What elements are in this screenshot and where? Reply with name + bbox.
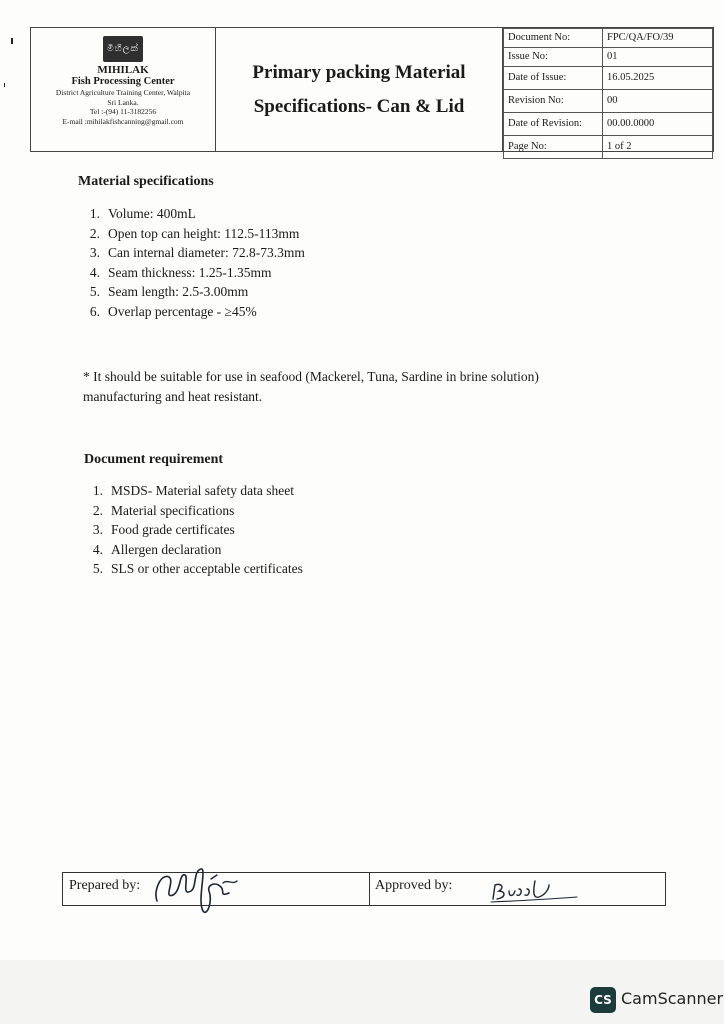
control-label: Issue No: <box>504 48 603 67</box>
control-value: 01 <box>603 48 713 67</box>
list-item <box>78 282 305 302</box>
document-requirement-heading: Document requirement <box>84 452 224 467</box>
list-number: 1. <box>89 206 100 221</box>
control-label: Document No: <box>504 29 603 48</box>
document-title <box>252 56 465 124</box>
list-number: 2. <box>89 225 100 241</box>
list-number: 4. <box>89 264 100 280</box>
scan-speck <box>11 38 13 44</box>
suitability-note <box>83 367 643 407</box>
list-number: 5. <box>89 284 100 299</box>
control-label: Date of Revision: <box>504 113 603 136</box>
list-number: 2. <box>92 502 103 518</box>
note-line: * It should be suitable for use in seafood (Mackerel, Tuna, Sardine in brine solution) <box>83 369 539 384</box>
prepared-by-signature <box>151 861 247 921</box>
list-item <box>81 559 303 579</box>
control-label: Date of Issue: <box>504 67 603 90</box>
organization-subtitle: Fish Processing Center <box>71 76 175 87</box>
note-line: manufacturing and heat resistant. <box>83 389 263 404</box>
control-value: FPC/QA/FO/39 <box>603 29 713 48</box>
material-specifications-heading: Material specifications <box>78 174 214 189</box>
list-item <box>78 302 305 322</box>
list-text: Volume: 400mL <box>108 206 196 221</box>
list-item <box>78 204 305 224</box>
signoff-divider <box>369 873 370 905</box>
document-requirement-list <box>81 481 303 579</box>
document-header <box>30 27 714 152</box>
control-value: 00.00.0000 <box>603 113 713 136</box>
organization-country: Sri Lanka. <box>107 97 139 107</box>
organization-email: E-mail :mihilakfishcanning@gmail.com <box>62 116 184 126</box>
list-item <box>78 263 305 283</box>
list-item <box>78 224 305 244</box>
list-text: Seam thickness: 1.25-1.35mm <box>108 264 272 280</box>
list-text: Allergen declaration <box>111 541 222 557</box>
material-specifications-list <box>78 204 305 321</box>
organization-address: District Agriculture Training Center, Walpita <box>55 88 191 97</box>
signoff-box <box>62 872 666 906</box>
scan-speck <box>4 83 5 87</box>
list-item <box>81 481 303 501</box>
list-number: 3. <box>89 245 100 260</box>
list-number: 6. <box>89 303 100 319</box>
organization-name: MIHILAK <box>97 64 149 76</box>
list-item <box>81 520 303 540</box>
organization-phone: Tel :-(94) 11-3182256 <box>89 107 157 116</box>
list-number: 5. <box>92 561 103 576</box>
list-number: 3. <box>92 522 103 537</box>
organization-logo: මිහිලක් <box>103 36 143 62</box>
list-text: Can internal diameter: 72.8-73.3mm <box>108 245 305 260</box>
approved-by-label: Approved by: <box>375 878 453 893</box>
list-text: Seam length: 2.5-3.00mm <box>108 284 249 299</box>
document-title-line: Primary packing Material <box>252 61 466 83</box>
list-item <box>81 540 303 560</box>
control-value: 16.05.2025 <box>603 67 713 90</box>
control-row <box>504 67 713 90</box>
list-number: 4. <box>92 541 103 557</box>
document-control-table <box>503 28 713 159</box>
control-label: Revision No: <box>504 90 603 113</box>
control-label: Page No: <box>504 136 603 159</box>
control-row <box>504 48 713 67</box>
list-item <box>78 243 305 263</box>
list-text: Open top can height: 112.5-113mm <box>108 225 300 241</box>
list-text: Food grade certificates <box>111 522 235 537</box>
document-title-block <box>216 28 503 151</box>
control-value: 1 of 2 <box>603 136 713 159</box>
list-item <box>81 501 303 521</box>
camscanner-watermark: CamScanner <box>621 989 724 1008</box>
list-text: SLS or other acceptable certificates <box>111 561 303 576</box>
control-row <box>504 136 713 159</box>
list-number: 1. <box>92 483 103 498</box>
control-row <box>504 90 713 113</box>
camscanner-logo-icon: CS <box>590 987 616 1013</box>
organization-block <box>31 28 216 151</box>
list-text: Overlap percentage - ≥45% <box>108 303 257 319</box>
control-row <box>504 113 713 136</box>
approved-by-signature <box>489 877 581 907</box>
list-text: MSDS- Material safety data sheet <box>111 483 294 498</box>
list-text: Material specifications <box>111 502 235 518</box>
control-value: 00 <box>603 90 713 113</box>
document-title-line: Specifications- Can & Lid <box>253 95 465 117</box>
control-row <box>504 29 713 48</box>
prepared-by-label: Prepared by: <box>69 878 141 893</box>
